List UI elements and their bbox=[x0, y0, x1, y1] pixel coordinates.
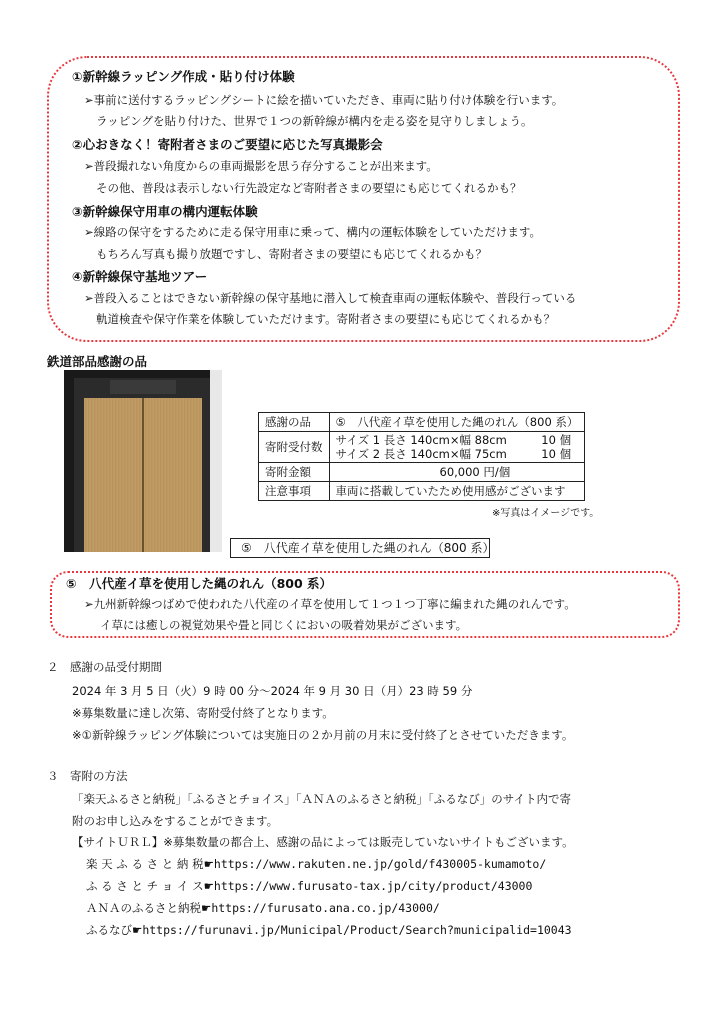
experience-4-line-1: ➢普段入ることはできない新幹線の保守基地に潜入して検査車両の運転体験や、普段行っている bbox=[84, 291, 577, 305]
experience-1-title: ①新幹線ラッピング作成・貼り付け体験 bbox=[72, 69, 295, 84]
section3-line-2: 附のお申し込みをすることができます。 bbox=[72, 814, 279, 828]
table-row bbox=[259, 432, 585, 463]
experience-2-title: ②心おきなく！寄附者さまのご要望に応じた写真撮影会 bbox=[72, 137, 383, 152]
table-value bbox=[329, 432, 585, 463]
section2-note-2: ※①新幹線ラッピング体験については実施日の２か月前の月末に受付終了とさせていただきます。 bbox=[72, 728, 574, 742]
experience-1-line-1: ➢事前に送付するラッピングシートに絵を描いていただき、車両に貼り付け体験を行います。 bbox=[84, 93, 564, 107]
rail-parts-heading: 鉄道部品感謝の品 bbox=[47, 354, 148, 369]
door-plate bbox=[110, 380, 176, 394]
table-row bbox=[259, 482, 585, 501]
site-url[interactable]: https://furunavi.jp/Municipal/Product/Search?municipalid=10043 bbox=[142, 923, 572, 937]
table-row bbox=[259, 463, 585, 482]
site-url[interactable]: https://www.furusato-tax.jp/city/product/43000 bbox=[213, 879, 533, 893]
noren-curtain bbox=[84, 398, 202, 552]
section3-line-3: 【サイトＵＲＬ】※募集数量の都合上、感謝の品によっては販売していないサイトもございます。 bbox=[72, 835, 574, 849]
site-ana[interactable] bbox=[86, 903, 440, 915]
experience-3-line-2: もちろん写真も撮り放題ですし、寄附者さまの要望にも応じてくれるかも？ bbox=[96, 247, 487, 261]
experience-1-line-2: ラッピングを貼り付けた、世界で１つの新幹線が構内を走る姿を見守りしましょう。 bbox=[96, 114, 533, 128]
site-url[interactable]: https://furusato.ana.co.jp/43000/ bbox=[211, 901, 440, 915]
experience-3-title: ③新幹線保守用車の構内運転体験 bbox=[72, 204, 258, 219]
photo-caption: ⑤ 八代産イ草を使用した縄のれん（800 系） bbox=[230, 538, 490, 558]
table-label: 寄附受付数 bbox=[259, 432, 330, 463]
site-furusato-choice[interactable] bbox=[86, 881, 532, 893]
site-name: ＡＮＡのふるさと納税☛ bbox=[86, 901, 212, 915]
experience-3-line-1: ➢線路の保守をするために走る保守用車に乗って、構内の運転体験をしていただけます。 bbox=[84, 225, 541, 239]
experience-2-line-1: ➢普段撮れない角度からの車両撮影を思う存分することが出来ます。 bbox=[84, 159, 438, 173]
table-row bbox=[259, 413, 585, 432]
site-url[interactable]: https://www.rakuten.ne.jp/gold/f430005-kumamoto/ bbox=[213, 857, 547, 871]
table-value: 車両に搭載していたため使用感がございます bbox=[329, 482, 585, 501]
wall bbox=[210, 370, 222, 552]
table-label: 注意事項 bbox=[259, 482, 330, 501]
size-1: サイズ 1 長さ 140cm×幅 88cm 10 個 bbox=[335, 433, 572, 447]
section2-note-1: ※募集数量に達し次第、寄附受付終了となります。 bbox=[72, 706, 334, 720]
size-2: サイズ 2 長さ 140cm×幅 75cm 10 個 bbox=[335, 447, 572, 461]
table-value: ⑤ 八代産イ草を使用した縄のれん（800 系） bbox=[329, 413, 585, 432]
noren-box-title: ⑤ 八代産イ草を使用した縄のれん（800 系） bbox=[66, 576, 333, 591]
experience-4-title: ④新幹線保守基地ツアー bbox=[72, 269, 208, 284]
noren-split bbox=[142, 398, 144, 552]
noren-box-line-2: イ草には癒しの視覚効果や畳と同じくにおいの吸着効果がございます。 bbox=[100, 618, 468, 632]
site-name: ふるなび☛ bbox=[86, 923, 143, 937]
noren-photo bbox=[64, 370, 222, 552]
site-furunavi[interactable] bbox=[86, 925, 572, 937]
section3-heading: ３ 寄附の方法 bbox=[47, 769, 128, 783]
site-rakuten[interactable] bbox=[86, 859, 546, 871]
experience-4-line-2: 軌道検査や保守作業を体験していただけます。寄附者さまの要望にも応じてくれるかも？ bbox=[96, 312, 556, 326]
section2-period: 2024 年 3 月 5 日（火）9 時 00 分～2024 年 9 月 30 日（月）23 時 59 分 bbox=[72, 684, 473, 698]
site-name: ふ る さ と チ ョ イ ス☛ bbox=[86, 879, 214, 893]
site-name: 楽 天 ふ る さ と 納 税☛ bbox=[86, 857, 214, 871]
noren-box-line-1: ➢九州新幹線つばめで使われた八代産のイ草を使用して１つ１つ丁寧に編まれた縄のれんです。 bbox=[84, 597, 576, 611]
table-label: 感謝の品 bbox=[259, 413, 330, 432]
product-table bbox=[258, 412, 585, 501]
table-label: 寄附金額 bbox=[259, 463, 330, 482]
photo-note: ※写真はイメージです。 bbox=[492, 508, 600, 519]
experience-2-line-2: その他、普段は表示しない行先設定など寄附者さまの要望にも応じてくれるかも？ bbox=[96, 181, 522, 195]
section3-line-1: 「楽天ふるさと納税」「ふるさとチョイス」「ＡＮＡのふるさと納税」「ふるなび」のサイト内で寄 bbox=[72, 792, 571, 806]
table-value: 60,000 円/個 bbox=[329, 463, 585, 482]
section2-heading: ２ 感謝の品受付期間 bbox=[47, 660, 162, 674]
